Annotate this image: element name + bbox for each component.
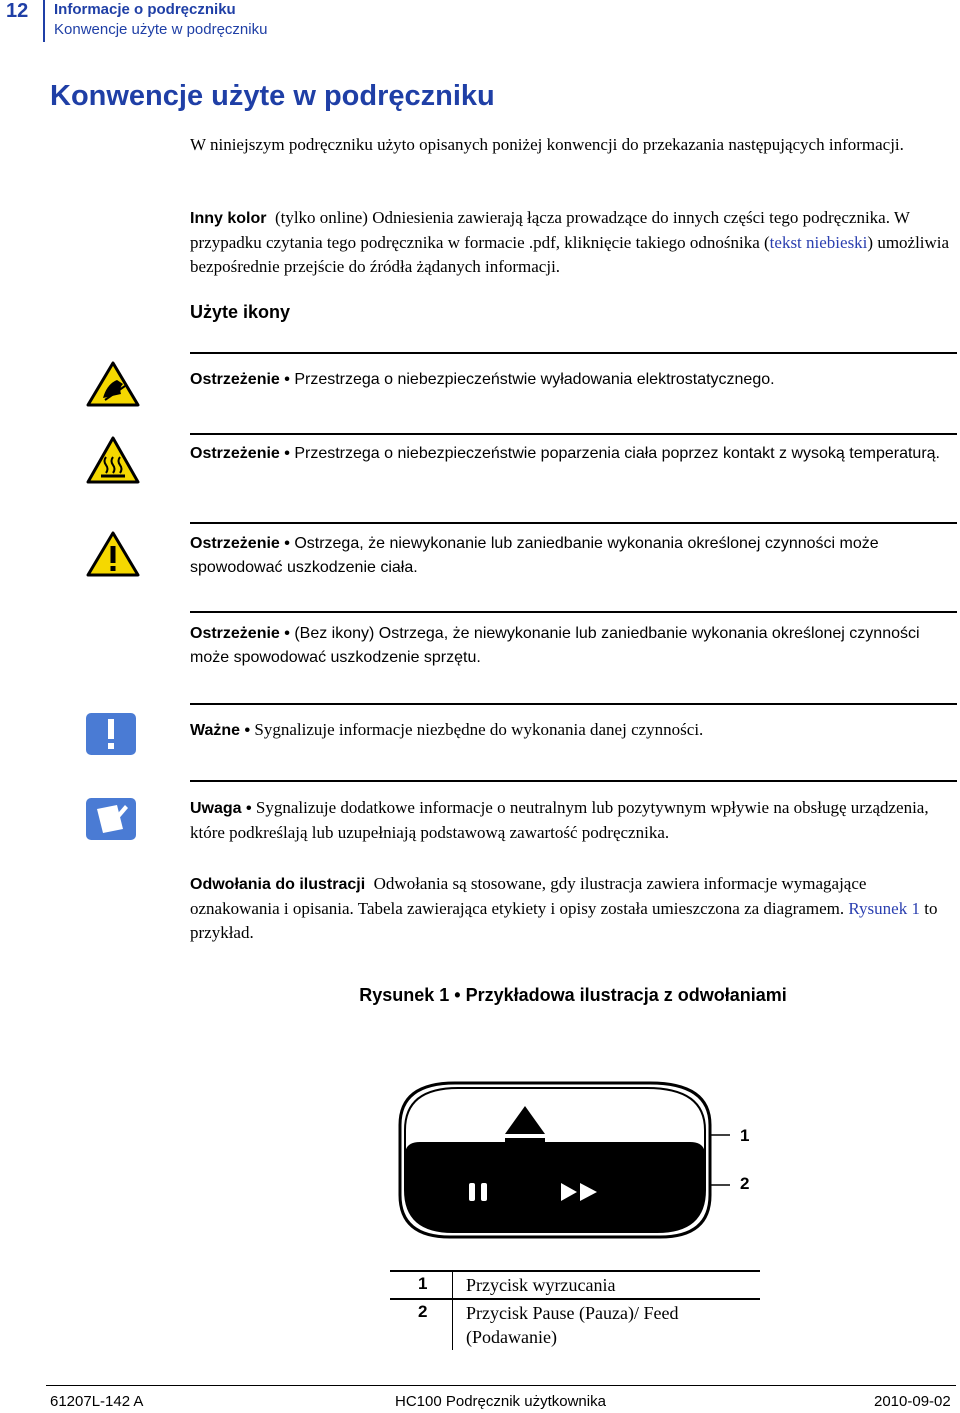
header-chapter: Informacje o podręczniku (54, 1, 236, 18)
column-divider (452, 1300, 453, 1350)
esd-warning-icon (85, 360, 141, 413)
legend-table (390, 1270, 760, 1350)
legend-number: 2 (418, 1302, 428, 1321)
control-panel-illustration (380, 1075, 770, 1250)
blue-text-sample: tekst niebieski (769, 233, 868, 252)
divider (190, 433, 957, 435)
other-color-text-end: ) umożliwia bezpośrednie przejście do źródła żądanych informacji. (190, 233, 950, 276)
column-divider (452, 1272, 453, 1298)
divider (190, 780, 957, 782)
notice-label: Ostrzeżenie • (190, 371, 290, 388)
notice-important (190, 718, 955, 743)
notice-label: Ostrzeżenie • (190, 445, 290, 462)
callouts-paragraph (190, 872, 955, 945)
page-number: 12 (6, 0, 29, 22)
important-icon (85, 712, 137, 761)
other-color-text: (tylko online) Odniesienia zawierają łącza prowadzące do innych części tego podręcznika. W przypadku czytania tego podręcznika w formacie .pdf, kliknięcie takiego odnośnika ( (190, 208, 910, 252)
header-divider (43, 0, 45, 42)
notice-label: Ostrzeżenie • (190, 535, 290, 552)
header-section: Konwencje użyte w podręczniku (54, 21, 268, 38)
legend-text: Przycisk wyrzucania (466, 1275, 616, 1295)
notice-hot (190, 442, 955, 466)
notice-esd (190, 368, 955, 392)
divider (190, 611, 957, 613)
legend-text: Przycisk Pause (Pauza)/ Feed (Podawanie) (466, 1303, 679, 1347)
feed-button[interactable] (559, 1181, 601, 1208)
notice-label: Uwaga • (190, 800, 252, 817)
other-color-label: Inny kolor (190, 210, 267, 227)
hot-surface-icon (85, 435, 141, 490)
divider (190, 522, 957, 524)
callouts-text: Odwołania są stosowane, gdy ilustracja zawiera informacje wymagające oznakowania i opisania. Tabela zawierająca etykiety i opisy została umieszczona za diagramem. (190, 874, 867, 918)
figure-title: Rysunek 1 • Przykładowa ilustracja z odwołaniami (359, 985, 787, 1005)
notice-text: Sygnalizuje dodatkowe informacje o neutralnym lub pozytywnym wpływie na obsługę urządzenia, które podkreślają lub uzupełniają podstawową zawartość podręcznika. (190, 798, 929, 842)
notice-equipment (190, 622, 955, 670)
notice-text: Sygnalizuje informacje niezbędne do wykonania danej czynności. (254, 720, 704, 739)
legend-number: 1 (418, 1274, 428, 1293)
notice-text: Ostrzega, że niewykonanie lub zaniedbanie wykonania określonej czynności może spowodować uszkodzenie ciała. (190, 535, 879, 576)
caution-triangle-icon (85, 530, 141, 583)
footer-doc-number: 61207L-142 A (50, 1393, 144, 1410)
notice-text: Przestrzega o niebezpieczeństwie poparzenia ciała poprzez kontakt z wysoką temperaturą. (294, 445, 940, 462)
footer-date: 2010-09-02 (874, 1393, 951, 1410)
divider (190, 703, 957, 705)
figure-link[interactable]: Rysunek 1 (848, 899, 920, 918)
icons-heading: Użyte ikony (190, 302, 291, 322)
other-color-paragraph (190, 206, 955, 279)
notice-text: (Bez ikony) Ostrzega, że niewykonanie lub zaniedbanie wykonania określonej czynności może spowodować uszkodzenie sprzętu. (190, 625, 920, 666)
footer-title: HC100 Podręcznik użytkownika (395, 1393, 606, 1410)
notice-caution (190, 532, 955, 580)
notice-text: Przestrzega o niebezpieczeństwie wyładowania elektrostatycznego. (294, 371, 775, 388)
pause-button[interactable] (467, 1181, 491, 1208)
divider (190, 352, 957, 354)
table-row (390, 1298, 760, 1350)
notice-label: Ostrzeżenie • (190, 625, 290, 642)
callout-2: 2 (740, 1174, 750, 1193)
note-icon (85, 797, 137, 846)
callouts-label: Odwołania do ilustracji (190, 876, 366, 893)
notice-note (190, 796, 955, 845)
intro-paragraph: W niniejszym podręczniku użyto opisanych poniżej konwencji do przekazania następujących informacji. (190, 135, 904, 154)
table-row (390, 1270, 760, 1298)
notice-label: Ważne • (190, 722, 251, 739)
footer-divider (46, 1385, 956, 1386)
callouts-text-end: to przykład. (190, 899, 938, 942)
callout-1: 1 (740, 1126, 750, 1145)
eject-button[interactable] (503, 1104, 547, 1153)
page-title: Konwencje użyte w podręczniku (50, 80, 495, 112)
